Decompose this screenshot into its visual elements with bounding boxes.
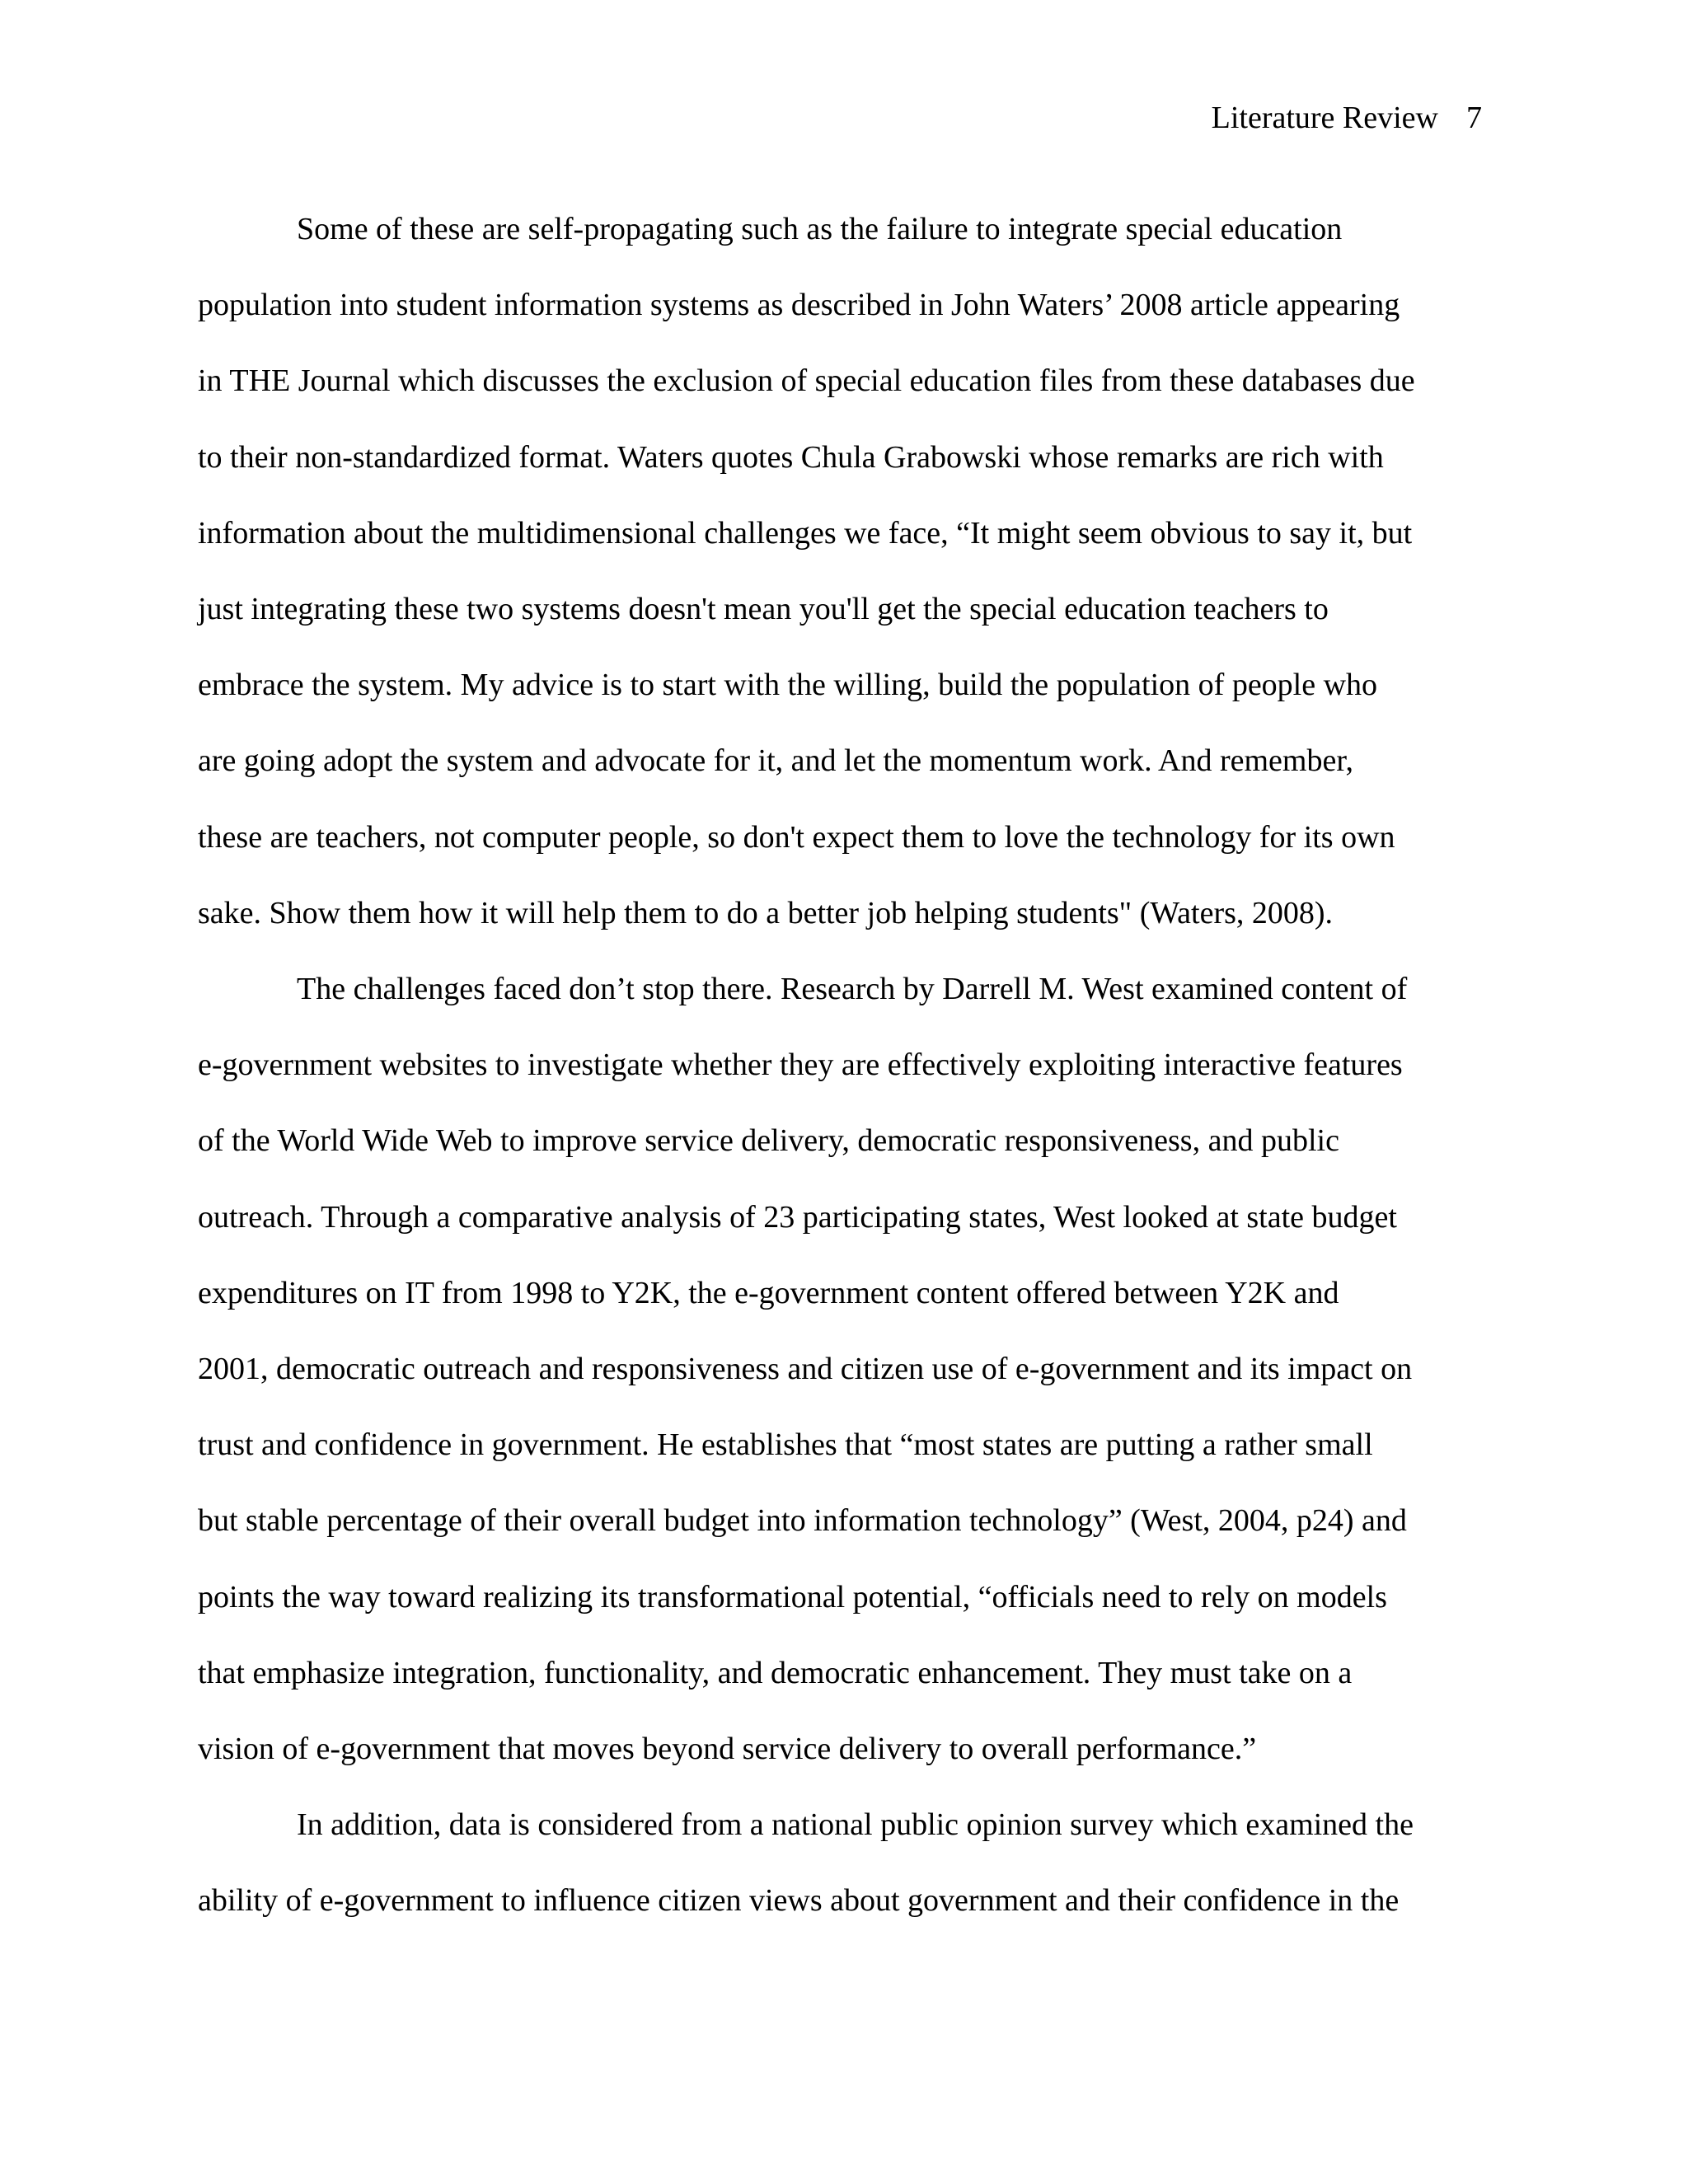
paragraph bbox=[198, 951, 1484, 1787]
text-line: but stable percentage of their overall budget into information technology” (West, 2004, p24) and bbox=[198, 1503, 1407, 1539]
text-line: outreach. Through a comparative analysis of 23 participating states, West looked at state budget bbox=[198, 1199, 1397, 1235]
running-head bbox=[1212, 97, 1482, 138]
running-head-title: Literature Review bbox=[1211, 101, 1438, 135]
text-line: population into student information systems as described in John Waters’ 2008 article appearing bbox=[198, 288, 1400, 323]
text-line: these are teachers, not computer people, so don't expect them to love the technology for its own bbox=[198, 819, 1395, 855]
page-number: 7 bbox=[1466, 101, 1482, 135]
text-line: sake. Show them how it will help them to do a better job helping students" (Waters, 2008). bbox=[198, 895, 1334, 930]
text-line: in THE Journal which discusses the exclusion of special education files from these databases due bbox=[198, 363, 1415, 399]
text-line: that emphasize integration, functionality, and democratic enhancement. They must take on a bbox=[198, 1655, 1353, 1690]
text-line: Some of these are self-propagating such as the failure to integrate special education bbox=[297, 212, 1343, 246]
text-line: The challenges faced don’t stop there. Research by Darrell M. West examined content of bbox=[297, 972, 1408, 1007]
text-line: embrace the system. My advice is to start with the willing, build the population of people who bbox=[198, 668, 1378, 703]
body-text bbox=[198, 191, 1484, 1939]
paragraph bbox=[198, 1787, 1484, 1938]
text-line: vision of e-government that moves beyond service delivery to overall performance.” bbox=[198, 1732, 1257, 1767]
text-line: ability of e-government to influence citizen views about government and their confidence in the bbox=[198, 1883, 1400, 1919]
text-line: to their non-standardized format. Waters quotes Chula Grabowski whose remarks are rich with bbox=[198, 439, 1384, 475]
text-line: just integrating these two systems doesn't mean you'll get the special education teachers to bbox=[198, 592, 1329, 627]
text-line: e-government websites to investigate whether they are effectively exploiting interactive features bbox=[198, 1047, 1403, 1083]
paragraph bbox=[198, 191, 1484, 951]
text-line: expenditures on IT from 1998 to Y2K, the e-government content offered between Y2K and bbox=[198, 1275, 1339, 1310]
text-line: In addition, data is considered from a national public opinion survey which examined the bbox=[297, 1807, 1414, 1843]
text-line: information about the multidimensional challenges we face, “It might seem obvious to say it, but bbox=[198, 515, 1413, 551]
text-line: of the World Wide Web to improve service delivery, democratic responsiveness, and public bbox=[198, 1123, 1339, 1159]
text-line: are going adopt the system and advocate for it, and let the momentum work. And remember, bbox=[198, 743, 1353, 779]
text-line: 2001, democratic outreach and responsiveness and citizen use of e-government and its impact on bbox=[198, 1352, 1413, 1387]
text-line: trust and confidence in government. He establishes that “most states are putting a rather small bbox=[198, 1427, 1373, 1463]
text-line: points the way toward realizing its transformational potential, “officials need to rely on models bbox=[198, 1579, 1387, 1615]
